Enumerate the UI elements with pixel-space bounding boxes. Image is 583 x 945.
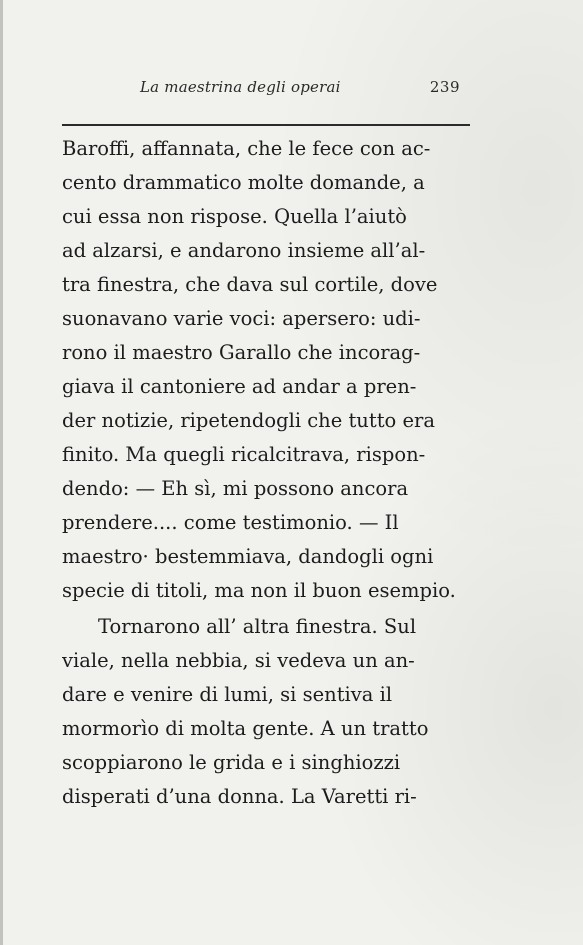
text-line: giava il cantoniere ad andar a pren- (62, 375, 417, 398)
page-binding-edge (0, 0, 3, 945)
text-line: suonavano varie voci: apersero: udi- (62, 307, 421, 330)
running-header (120, 78, 460, 102)
body-text (62, 132, 482, 814)
text-line: prendere.... come testimonio. — Il (62, 511, 399, 534)
text-line: disperati d’una donna. La Varetti ri- (62, 785, 417, 808)
text-line: cento drammatico molte domande, a (62, 171, 425, 194)
text-line: Tornarono all’ altra finestra. Sul (98, 615, 417, 638)
text-line: der notizie, ripetendogli che tutto era (62, 409, 435, 432)
running-title: La maestrina degli operai (140, 78, 341, 96)
text-line: rono il maestro Garallo che incorag- (62, 341, 421, 364)
text-line: specie di titoli, ma non il buon esempio. (62, 579, 456, 602)
paragraph-2 (62, 610, 482, 814)
text-line: viale, nella nebbia, si vedeva un an- (62, 649, 415, 672)
text-line: dare e venire di lumi, si sentiva il (62, 683, 393, 706)
text-line: scoppiarono le grida e i singhiozzi (62, 751, 401, 774)
text-line: dendo: — Eh sì, mi possono ancora (62, 477, 409, 500)
text-line: cui essa non rispose. Quella l’aiutò (62, 205, 407, 228)
paragraph-1 (62, 132, 482, 608)
header-rule (62, 124, 470, 126)
text-line: Baroffi, affannata, che le fece con ac- (62, 137, 431, 160)
text-line: tra finestra, che dava sul cortile, dove (62, 273, 438, 296)
text-line: maestro· bestemmiava, dandogli ogni (62, 545, 434, 568)
text-line: mormorìo di molta gente. A un tratto (62, 717, 429, 740)
text-line: ad alzarsi, e andarono insieme all’al- (62, 239, 426, 262)
page-number: 239 (429, 78, 460, 96)
text-line: finito. Ma quegli ricalcitrava, rispon- (62, 443, 426, 466)
